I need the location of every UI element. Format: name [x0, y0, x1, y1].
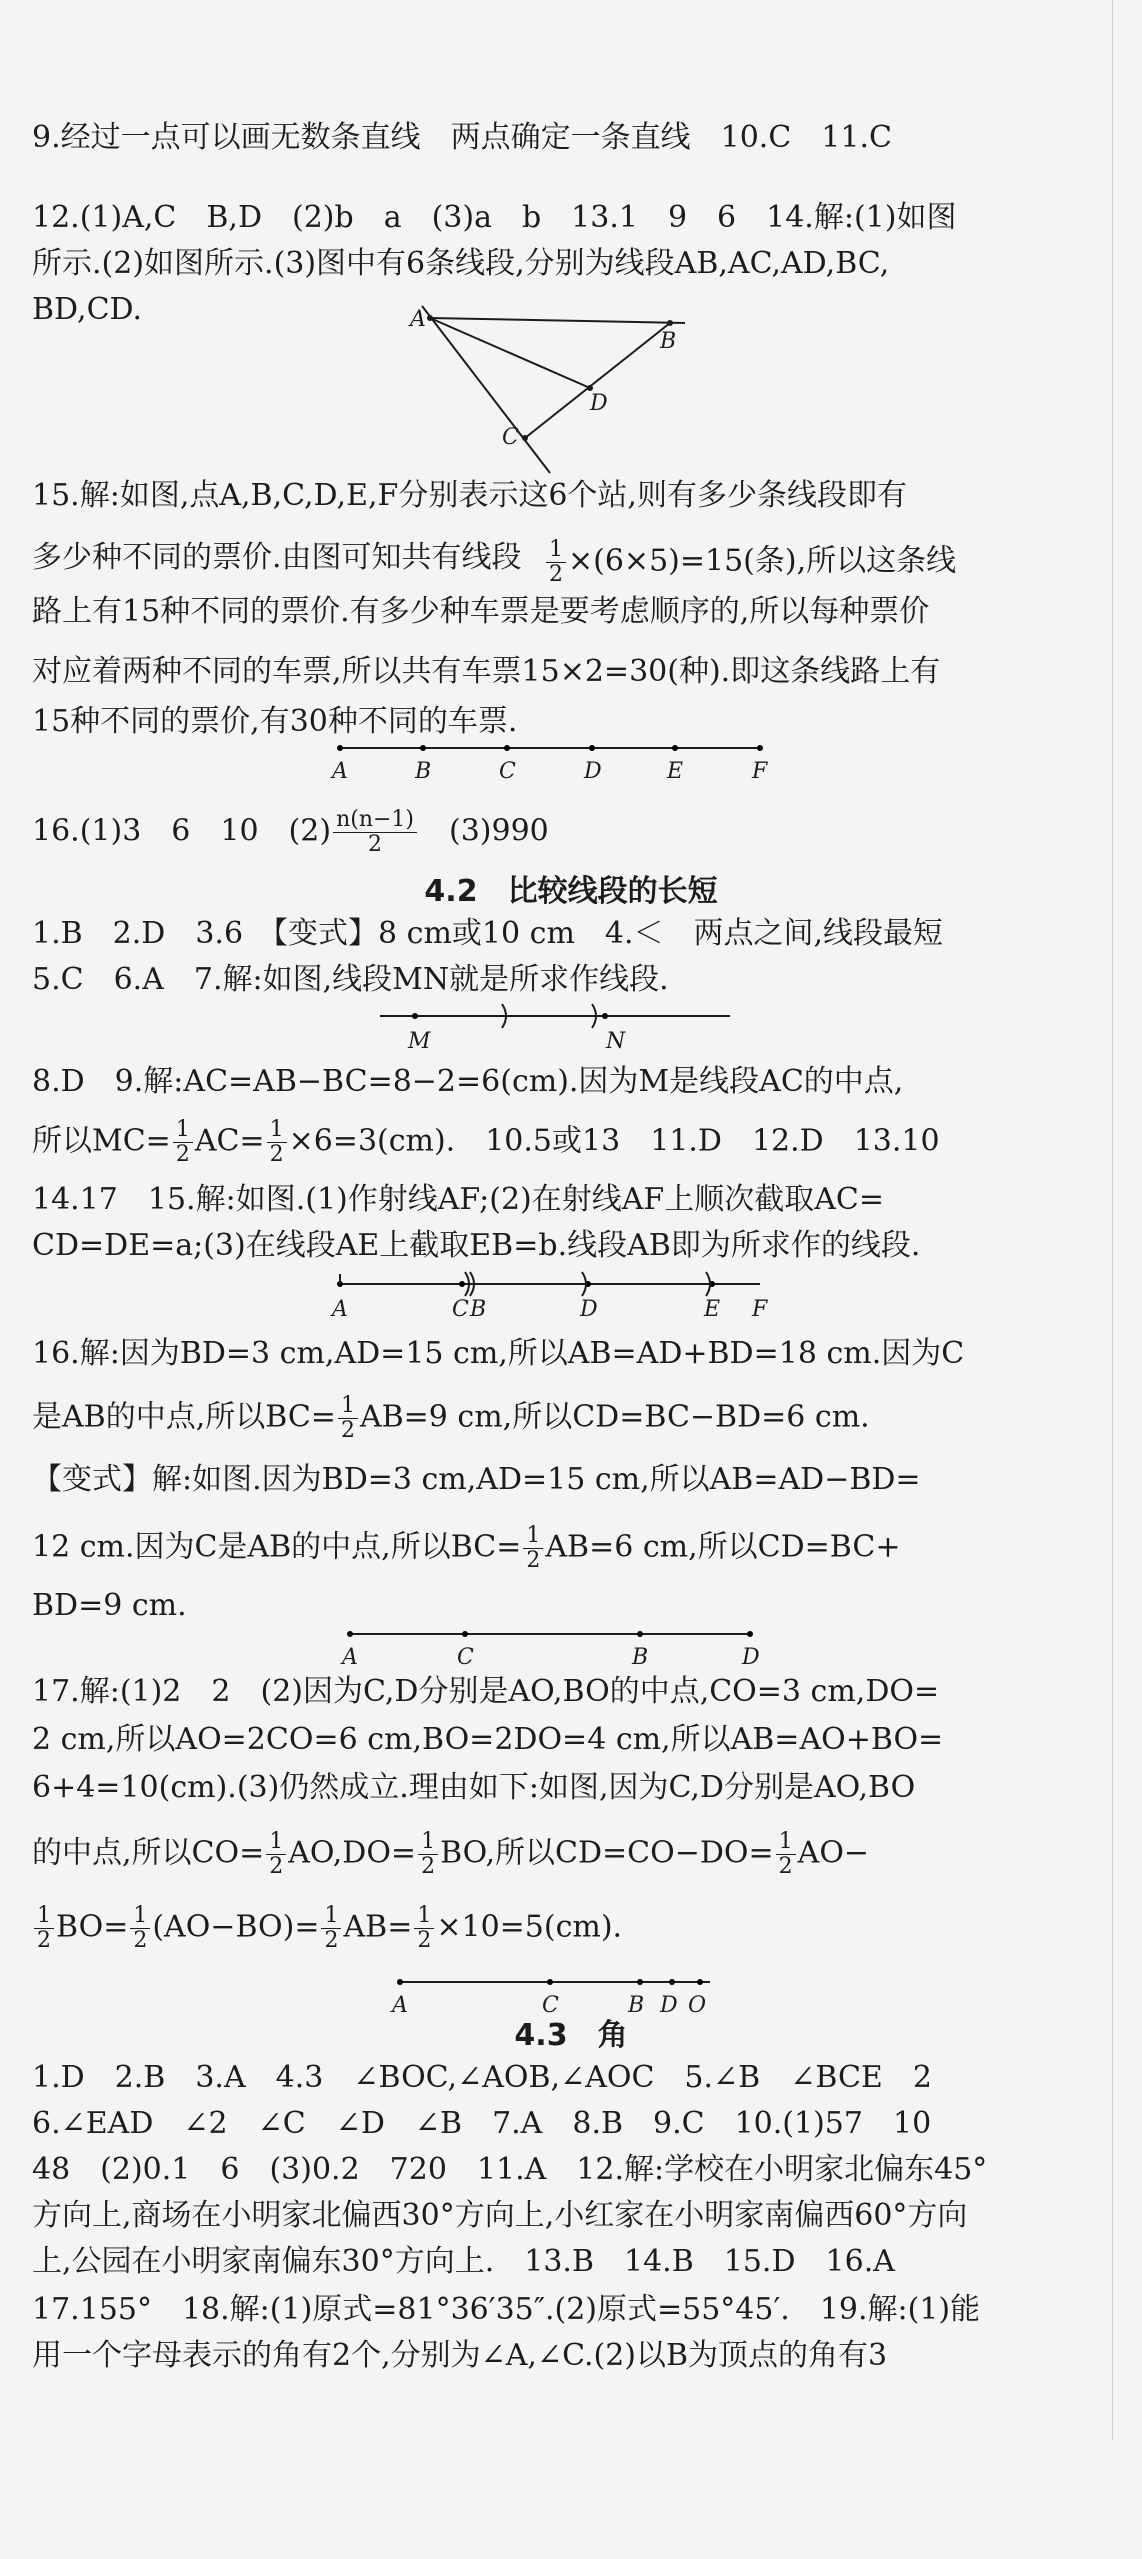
point-label: F: [752, 759, 768, 784]
text-line: 上,公园在小明家南偏东30°方向上. 13.B 14.B 15.D 16.A: [32, 2244, 895, 2279]
point-label: A: [332, 1297, 348, 1322]
text-line: 16.(1)3 6 10 (2) $\frac{n(n-1)}{2}$ (3)990: [32, 807, 549, 857]
point-label: A: [342, 1645, 358, 1668]
figure-segment-mn: [370, 996, 740, 1056]
point-label: E: [667, 759, 684, 784]
text-line: 方向上,商场在小明家北偏西30°方向上,小红家在小明家南偏西60°方向: [32, 2198, 968, 2233]
point-label: B: [415, 759, 432, 784]
point-label: A: [332, 759, 348, 784]
figure-line-af: [320, 738, 780, 788]
point-label: C: [499, 759, 516, 784]
figure-ray-af: [320, 1264, 780, 1324]
point-label: C: [502, 425, 519, 450]
text-line: 的中点,所以CO= $\frac{1}{2}$ AO,DO= $\frac{1}{2}$ BO,所以CD=CO−DO= $\frac{1}{2}$ AO−: [32, 1829, 870, 1879]
text-line: 9.经过一点可以画无数条直线 两点确定一条直线 10.C 11.C: [32, 120, 892, 155]
point-label: D: [590, 391, 608, 416]
fraction: $\frac{1}{2}$: [34, 1904, 54, 1953]
fraction: $\frac{1}{2}$: [523, 1524, 543, 1573]
text-line: 是AB的中点,所以BC= $\frac{1}{2}$ AB=9 cm,所以CD=BC−BD=6 cm.: [32, 1393, 870, 1443]
text-line: 15.解:如图,点A,B,C,D,E,F分别表示这6个站,则有多少条线段即有: [32, 478, 907, 513]
text-line: CD=DE=a;(3)在线段AE上截取EB=b.线段AB即为所求作的线段.: [32, 1228, 921, 1263]
fraction: $\frac{1}{2}$: [321, 1904, 341, 1953]
fraction: $\frac{n(n-1)}{2}$: [333, 808, 417, 857]
text-line: 对应着两种不同的车票,所以共有车票15×2=30(种).即这条线路上有: [32, 654, 941, 689]
fraction: $\frac{1}{2}$: [338, 1394, 358, 1443]
point-label: C: [452, 1297, 469, 1322]
text-line: 5.C 6.A 7.解:如图,线段MN就是所求作线段.: [32, 962, 669, 997]
text-line: 17.155° 18.解:(1)原式=81°36′35″.(2)原式=55°45′. 19.解:(1)能: [32, 2292, 981, 2327]
fraction: $\frac{1}{2}$: [267, 1118, 287, 1167]
section-heading: 4.3 角: [514, 2018, 628, 2053]
text-line: 12 cm.因为C是AB的中点,所以BC= $\frac{1}{2}$ AB=6 cm,所以CD=BC+: [32, 1523, 901, 1573]
text-line: 2 cm,所以AO=2CO=6 cm,BO=2DO=4 cm,所以AB=AO+BO=: [32, 1722, 944, 1757]
text-line: 1.B 2.D 3.6 【变式】8 cm或10 cm 4.＜ 两点之间,线段最短: [32, 916, 944, 951]
text-line: 6+4=10(cm).(3)仍然成立.理由如下:如图,因为C,D分别是AO,BO: [32, 1770, 916, 1805]
text-line: 用一个字母表示的角有2个,分别为∠A,∠C.(2)以B为顶点的角有3: [32, 2338, 888, 2373]
fraction: $\frac{1}{2}$: [418, 1830, 438, 1879]
text-line: 16.解:因为BD=3 cm,AD=15 cm,所以AB=AD+BD=18 cm.因为C: [32, 1336, 965, 1371]
text-line: 路上有15种不同的票价.有多少种车票是要考虑顺序的,所以每种票价: [32, 594, 930, 629]
text-line: 多少种不同的票价.由图可知共有线段: [32, 540, 522, 575]
text-line: BD=9 cm.: [32, 1588, 187, 1623]
text-line: 1.D 2.B 3.A 4.3 ∠BOC,∠AOB,∠AOC 5.∠B ∠BCE 2: [32, 2060, 932, 2095]
text-line: $\frac{1}{2}$ BO= $\frac{1}{2}$ (AO−BO)= $\frac{1}{2}$ AB= $\frac{1}{2}$ ×10=5(cm).: [32, 1904, 622, 1953]
text-line: 15种不同的票价,有30种不同的车票.: [32, 704, 518, 739]
text-line: 17.解:(1)2 2 (2)因为C,D分别是AO,BO的中点,CO=3 cm,DO=: [32, 1674, 940, 1709]
text-line: $\frac{1}{2}$ ×(6×5)=15(条),所以这条线: [544, 538, 956, 587]
fraction: $\frac{1}{2}$: [173, 1118, 193, 1167]
point-label: D: [742, 1645, 760, 1668]
point-label: C: [457, 1645, 474, 1668]
figure-segment-acbd: [330, 1618, 770, 1668]
fraction: $\frac{1}{2}$: [130, 1904, 150, 1953]
text-line: 6.∠EAD ∠2 ∠C ∠D ∠B 7.A 8.B 9.C 10.(1)57 10: [32, 2106, 932, 2141]
point-label: B: [632, 1645, 649, 1668]
figure-segment-acbdo: [380, 1966, 730, 2016]
text-line: 12.(1)A,C B,D (2)b a (3)a b 13.1 9 6 14.解:(1)如图: [32, 200, 957, 235]
text-line: 8.D 9.解:AC=AB−BC=8−2=6(cm).因为M是线段AC的中点,: [32, 1064, 904, 1099]
point-label: N: [606, 1029, 626, 1054]
point-label: B: [660, 329, 677, 354]
point-label: A: [392, 1993, 408, 2016]
point-label: D: [584, 759, 602, 784]
section-heading: 4.2 比较线段的长短: [424, 874, 718, 909]
point-label: A: [410, 307, 426, 332]
fraction: $\frac{1}{2}$: [414, 1904, 434, 1953]
text-line: 【变式】解:如图.因为BD=3 cm,AD=15 cm,所以AB=AD−BD=: [32, 1462, 921, 1497]
point-label: B: [470, 1297, 487, 1322]
fraction: $\frac{1}{2}$: [546, 538, 566, 587]
text-line: 48 (2)0.1 6 (3)0.2 720 11.A 12.解:学校在小明家北偏东45°: [32, 2152, 988, 2187]
adjacent-page-edge: [1112, 0, 1142, 2440]
fraction: $\frac{1}{2}$: [266, 1830, 286, 1879]
figure-triangle-abcd: [400, 298, 720, 498]
fraction: $\frac{1}{2}$: [776, 1830, 796, 1879]
point-label: D: [660, 1993, 678, 2016]
point-label: B: [628, 1993, 645, 2016]
text-line: BD,CD.: [32, 292, 143, 327]
text-line: 所示.(2)如图所示.(3)图中有6条线段,分别为线段AB,AC,AD,BC,: [32, 246, 890, 281]
point-label: O: [688, 1993, 707, 2016]
text-line: 14.17 15.解:如图.(1)作射线AF;(2)在射线AF上顺次截取AC=: [32, 1182, 884, 1217]
point-label: E: [704, 1297, 721, 1322]
point-label: M: [408, 1029, 431, 1054]
point-label: D: [580, 1297, 598, 1322]
point-label: F: [752, 1297, 768, 1322]
point-label: C: [542, 1993, 559, 2016]
text-line: 所以MC= $\frac{1}{2}$ AC= $\frac{1}{2}$ ×6=3(cm). 10.5或13 11.D 12.D 13.10: [32, 1117, 940, 1167]
